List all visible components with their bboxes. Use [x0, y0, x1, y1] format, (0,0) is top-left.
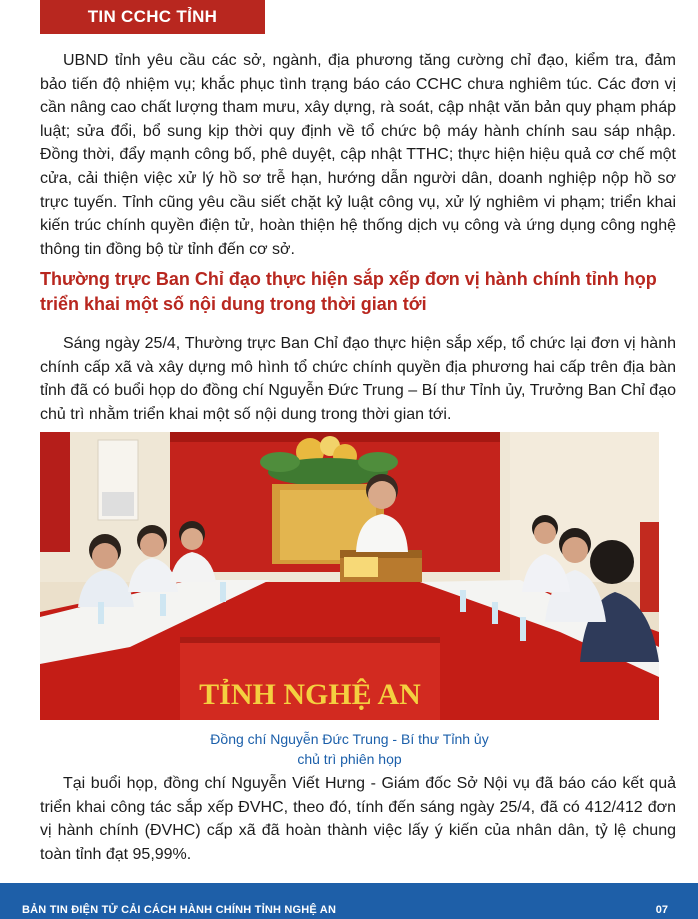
- section-tag: TIN CCHC TỈNH: [40, 0, 265, 34]
- photo-caption: [40, 729, 659, 769]
- caption-line-1: Đồng chí Nguyễn Đức Trung - Bí thư Tỉnh ủy: [210, 731, 489, 747]
- article-heading: Thường trực Ban Chỉ đạo thực hiện sắp xếp đơn vị hành chính tỉnh họp triển khai một số nội dung trong thời gian tới: [40, 269, 657, 314]
- caption-line-2: chủ trì phiên họp: [297, 751, 402, 767]
- body-paragraph-2: Sáng ngày 25/4, Thường trực Ban Chỉ đạo thực hiện sắp xếp, tổ chức lại đơn vị hành chính cấp xã và xây dựng mô hình tổ chức chính quyền địa phương hai cấp trên địa bàn tỉnh đã có buổi họp do đồng chí Nguyễn Đức Trung – Bí thư Tỉnh ủy, Trưởng Ban Chỉ đạo chủ trì nhằm triển khai một số nội dung trong thời gian tới.: [40, 335, 676, 423]
- footer-title: BẢN TIN ĐIỆN TỬ CẢI CÁCH HÀNH CHÍNH TỈNH NGHỆ AN: [22, 904, 337, 916]
- page-footer: [0, 883, 698, 919]
- page-number: 07: [655, 904, 668, 916]
- table-sign-text: TỈNH NGHỆ AN: [199, 678, 421, 711]
- body-paragraph-1: UBND tỉnh yêu cầu các sở, ngành, địa phương tăng cường chỉ đạo, kiểm tra, đảm bảo tiến độ nhiệm vụ; khắc phục tình trạng báo cáo CCHC chưa nghiêm túc. Các đơn vị cần nâng cao chất lượng tham mưu, xây dựng, rà soát, cập nhật văn bản quy phạm pháp luật; sửa đổi, bổ sung kịp thời quy định về tổ chức bộ máy hành chính sau sáp nhập. Đồng thời, đẩy mạnh công bố, phê duyệt, cập nhật TTHC; thực hiện hiệu quả cơ chế một cửa, cải thiện việc xử lý hồ sơ trễ hạn, hướng dẫn người dân, doanh nghiệp nộp hồ sơ trực tuyến. Tỉnh cũng yêu cầu siết chặt kỷ luật công vụ, xử lý nghiêm vi phạm; triển khai kiến trúc chính quyền điện tử, hoàn thiện hệ thống dịch vụ công và ứng dụng công nghệ thông tin đồng bộ từ tỉnh đến cơ sở.: [40, 52, 676, 258]
- body-paragraph-3: Tại buổi họp, đồng chí Nguyễn Viết Hưng - Giám đốc Sở Nội vụ đã báo cáo kết quả triển khai công tác sắp xếp ĐVHC, theo đó, tính đến sáng ngày 25/4, đã có 412/412 đơn vị hành chính (ĐVHC) cấp xã đã hoàn thành việc lấy ý kiến của nhân dân, tỷ lệ chung toàn tỉnh đạt 95,99%.: [40, 775, 676, 863]
- meeting-photo: [40, 432, 659, 720]
